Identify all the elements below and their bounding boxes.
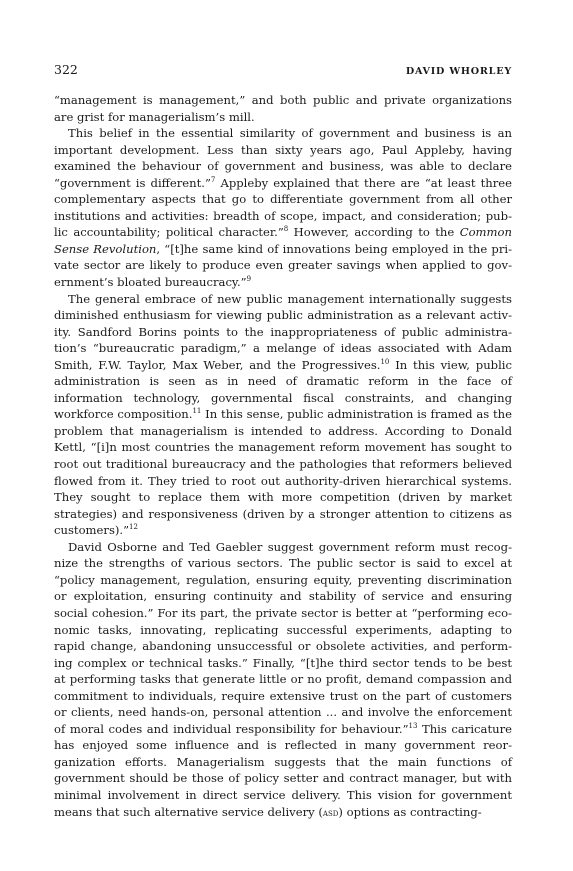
page-number: 322 <box>54 62 78 77</box>
footnote-ref: 7 <box>210 175 216 184</box>
text-run: “management is management,” and both public and private organizations are grist for managerialism’s mill. <box>54 93 512 124</box>
running-head <box>54 62 512 77</box>
text-run: Appleby explained that there are “at least three complementary aspects that go to differentiate government from all other institutions and activities: breadth of scope, impact, and consideration; public accountability; political character.” <box>54 175 512 240</box>
text-run: , “[t]he same kind of innovations being employed in the private sector are likely to produce even greater savings when applied to government’s bloated bureaucracy.” <box>54 241 512 290</box>
paragraph <box>54 291 512 539</box>
text-run: The general embrace of new public management internationally suggests diminished enthusiasm for viewing public administration as a relevant activity. Sandford Borins points to the inappropriateness of public administration’s “bureaucratic paradigm,” a melange of ideas associated with Adam Smith, F.W. Taylor, Max Weber, and the Progressives. <box>54 291 512 372</box>
running-author: DAVID WHORLEY <box>405 66 512 77</box>
text-run: This belief in the essential similarity of government and business is an important development. Less than sixty years ago, Paul Appleby, having examined the behaviour of government and business, was able to declare “government is different.” <box>54 126 512 190</box>
text-run: In this view, public administration is seen as in need of dramatic reform in the face of information technology, governmental fiscal constraints, and changing workforce composition. <box>54 357 512 422</box>
text-run: This caricature has enjoyed some influence and is reflected in many government reorganization efforts. Managerialism suggests that the main functions of government should be those of policy setter and contract manager, but with minimal involvement in direct service delivery. This vision for government means that such alternative service delivery ( <box>54 721 512 819</box>
body-text <box>54 92 512 822</box>
paragraph <box>54 539 512 822</box>
footnote-ref: 9 <box>246 275 252 284</box>
footnote-ref: 11 <box>192 407 202 416</box>
text-run: ) options as contracting- <box>338 804 482 819</box>
paragraph <box>54 125 512 290</box>
footnote-ref: 10 <box>380 357 390 366</box>
text-run: In this sense, public administration is framed as the problem that managerialism is intended to address. According to Donald Kettl, “[i]n most countries the management reform movement has sought to root out traditional bureaucracy and the pathologies that reformers believed flowed from it. They tried to root out authority-driven hierarchical systems. They sought to replace them with more competition (driven by market strategies) and responsiveness (driven by a stronger attention to citizens as customers).” <box>54 407 512 538</box>
paragraph <box>54 92 512 125</box>
text-run: However, according to the <box>288 225 460 240</box>
footnote-ref: 12 <box>129 523 138 532</box>
page <box>54 62 512 822</box>
footnote-ref: 13 <box>408 721 418 730</box>
footnote-ref: 8 <box>283 225 289 234</box>
text-run: David Osborne and Ted Gaebler suggest government reform must recognize the strengths of various sectors. The public sector is said to excel at “policy management, regulation, ensuring equity, preventing discrimination or exploitation, ensuring continuity and stability of service and ensuring social cohesion.” For its part, the private sector is better at “performing economic tasks, innovating, replicating successful experiments, adapting to rapid change, abandoning unsuccessful or obsolete activities, and performing complex or technical tasks.” Finally, “[t]he third sector tends to be best at performing tasks that generate little or no profit, demand compassion and commitment to individuals, require extensive trust on the part of customers or clients, need hands-on, personal attention ... and involve the enforcement of moral codes and individual responsibility for behaviour.” <box>54 539 512 736</box>
italic-title: Common Sense Revolution <box>54 225 512 256</box>
abbreviation: asd <box>322 807 339 819</box>
